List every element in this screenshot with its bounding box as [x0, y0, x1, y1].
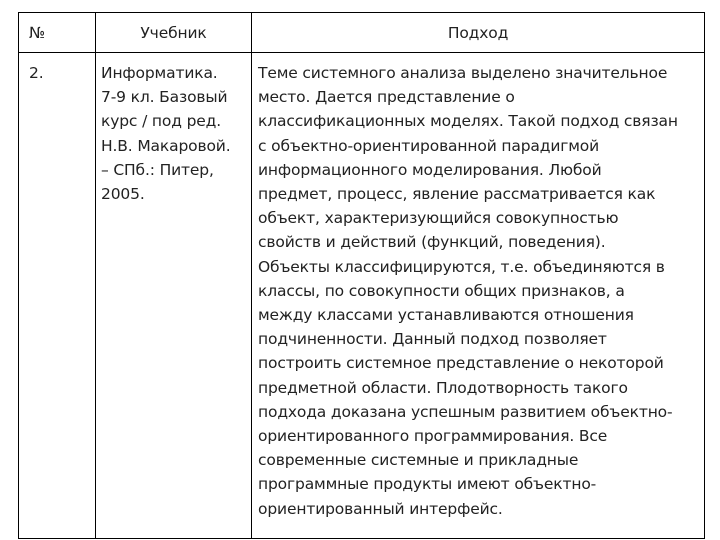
approach-line: с объектно-ориентированной парадигмой	[258, 136, 600, 155]
approach-line: современные системные и прикладные	[258, 451, 579, 470]
approach-line: построить системное представление о некоторой	[258, 354, 664, 373]
approach-line: классификационных моделях. Такой подход связан	[258, 112, 678, 131]
approach-line: Теме системного анализа выделено значительное	[258, 64, 668, 82]
approach-line: между классами устанавливаются отношения	[258, 306, 634, 325]
textbook-line: 7-9 кл. Базовый	[101, 88, 228, 107]
header-textbook: Учебник	[96, 13, 252, 53]
approach-cell	[252, 53, 705, 539]
table-header-row	[19, 13, 705, 53]
approach-line: Объекты классифицируются, т.е. объединяются в	[258, 257, 665, 276]
approach-line: классы, по совокупности общих признаков, а	[258, 281, 625, 300]
approach-line: предметной области. Плодотворность такого	[258, 378, 628, 397]
approach-line: подчиненности. Данный подход позволяет	[258, 330, 607, 349]
approach-line: программные продукты имеют объектно-	[258, 475, 597, 494]
textbook-line: 2005.	[101, 185, 145, 204]
textbook-line: – СПб.: Питер,	[101, 160, 214, 179]
approach-line: объект, характеризующийся совокупностью	[258, 209, 619, 228]
header-number: №	[19, 13, 96, 53]
textbook-line: Информатика.	[101, 64, 218, 82]
textbook-line: Н.В. Макаровой.	[101, 136, 231, 155]
textbook-line: курс / под ред.	[101, 112, 222, 131]
header-approach: Подход	[252, 13, 705, 53]
approach-line: свойств и действий (функций, поведения).	[258, 233, 606, 252]
approach-line: информационного моделирования. Любой	[258, 160, 602, 179]
approach-line: подхода доказана успешным развитием объектно-	[258, 402, 673, 421]
approach-line: ориентированного программирования. Все	[258, 427, 608, 446]
approach-line: ориентированный интерфейс.	[258, 499, 503, 518]
approach-line: место. Дается представление о	[258, 88, 515, 107]
textbook-comparison-table	[18, 12, 705, 539]
row-number: 2.	[19, 53, 96, 539]
textbook-cell	[96, 53, 252, 539]
table-row	[19, 53, 705, 539]
approach-line: предмет, процесс, явление рассматривается как	[258, 185, 656, 204]
